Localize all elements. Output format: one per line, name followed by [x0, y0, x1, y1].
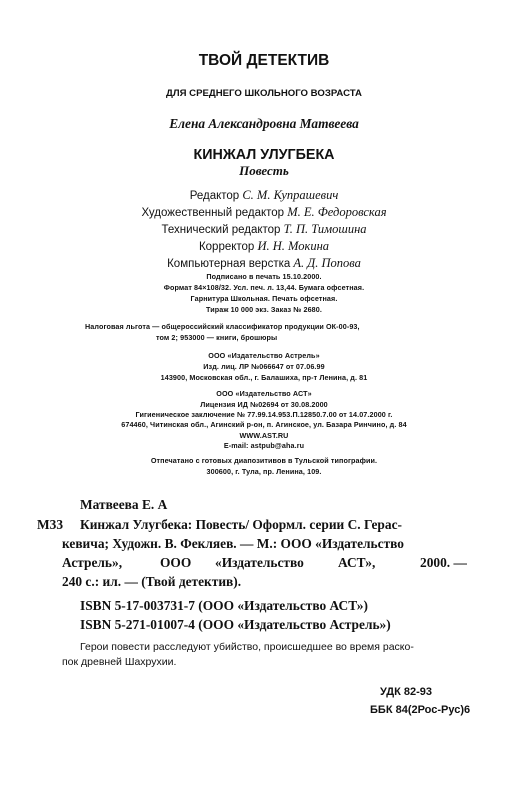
print-spec-line: Гарнитура Школьная. Печать офсетная.: [190, 294, 338, 303]
printer-line: Отпечатано с готовых диапозитивов в Тульской типографии.: [150, 456, 378, 465]
catalog-body-line-part: Астрель»,: [62, 555, 123, 570]
credit-name: И. Н. Мокина: [257, 239, 330, 253]
credit-line: [0, 204, 528, 221]
isbn-line: ISBN 5-271-01007-4 (ООО «Издательство Астрель»): [80, 617, 391, 632]
publisher-line: 143900, Московская обл., г. Балашиха, пр-т Ленина, д. 81: [160, 373, 368, 382]
credit-line: [0, 255, 528, 272]
publisher-line: E-mail: astpub@aha.ru: [223, 441, 305, 450]
credit-label: Редактор: [189, 190, 240, 202]
credit-line: [0, 238, 528, 255]
book-genre: Повесть: [239, 163, 289, 178]
catalog-author: Матвеева Е. А: [80, 497, 168, 512]
publisher-line: ООО «Издательство АСТ»: [216, 389, 312, 398]
credit-name: Т. П. Тимошина: [283, 222, 367, 236]
catalog-body-line-part: «Издательство: [215, 555, 304, 570]
credit-line: [0, 221, 528, 238]
publisher-line: Лицензия ИД №02694 от 30.08.2000: [200, 400, 328, 409]
catalog-body-line-part: 2000. —: [420, 555, 467, 570]
publisher-line: 674460, Читинская обл., Агинский р-он, п. Агинское, ул. Базара Ринчино, д. 84: [121, 420, 407, 429]
isbn-line: ISBN 5-17-003731-7 (ООО «Издательство АСТ»): [80, 598, 368, 613]
catalog-body-line-part: ООО: [160, 555, 192, 570]
publisher-line: WWW.AST.RU: [239, 431, 289, 440]
printer-line: 300600, г. Тула, пр. Ленина, 109.: [206, 467, 322, 476]
credit-label: Художественный редактор: [141, 207, 285, 219]
series-title: ТВОЙ ДЕТЕКТИВ: [198, 52, 330, 69]
credit-line: [0, 187, 528, 204]
udc-code: УДК 82-93: [380, 686, 433, 698]
tax-note-line: том 2; 953000 — книги, брошюры: [156, 333, 278, 342]
credits-list: [0, 187, 528, 272]
print-spec-line: Тираж 10 000 экз. Заказ № 2680.: [206, 305, 322, 314]
publisher-line: Изд. лиц. ЛР №066647 от 07.06.99: [203, 362, 325, 371]
credit-label: Компьютерная верстка: [167, 258, 291, 270]
catalog-body-line: кевича; Художн. В. Фекляев. — М.: ООО «Издательство: [62, 536, 404, 551]
author-name: Елена Александровна Матвеева: [169, 116, 359, 131]
print-spec-line: Формат 84×108/32. Усл. печ. л. 13,44. Бумага офсетная.: [163, 283, 365, 292]
credit-name: С. М. Купрашевич: [242, 188, 339, 202]
catalog-body-line: Кинжал Улугбека: Повесть/ Оформл. серии С. Герас-: [80, 517, 402, 532]
credit-label: Корректор: [198, 241, 255, 253]
tax-note-line: Налоговая льгота — общероссийский классификатор продукции ОК-00-93,: [85, 322, 360, 331]
publisher-line: ООО «Издательство Астрель»: [208, 351, 320, 360]
print-spec-line: Подписано в печать 15.10.2000.: [206, 272, 322, 281]
credit-name: А. Д. Попова: [293, 256, 361, 270]
audience-line: ДЛЯ СРЕДНЕГО ШКОЛЬНОГО ВОЗРАСТА: [166, 88, 362, 99]
bbk-code: ББК 84(2Рос-Рус)6: [370, 704, 471, 716]
book-title: КИНЖАЛ УЛУГБЕКА: [193, 147, 335, 163]
catalog-code: М33: [37, 517, 64, 532]
catalog-body-line: 240 с.: ил. — (Твой детектив).: [62, 574, 242, 589]
credit-name: М. Е. Федоровская: [287, 205, 387, 219]
annotation-line: пок древней Шахрухии.: [62, 656, 177, 668]
catalog-body-line-part: АСТ»,: [338, 555, 376, 570]
annotation-line: Герои повести расследуют убийство, происшедшее во время раско-: [80, 641, 414, 653]
publisher-line: Гигиеническое заключение № 77.99.14.953.П.12850.7.00 от 14.07.2000 г.: [135, 410, 393, 419]
credit-label: Технический редактор: [161, 224, 281, 236]
